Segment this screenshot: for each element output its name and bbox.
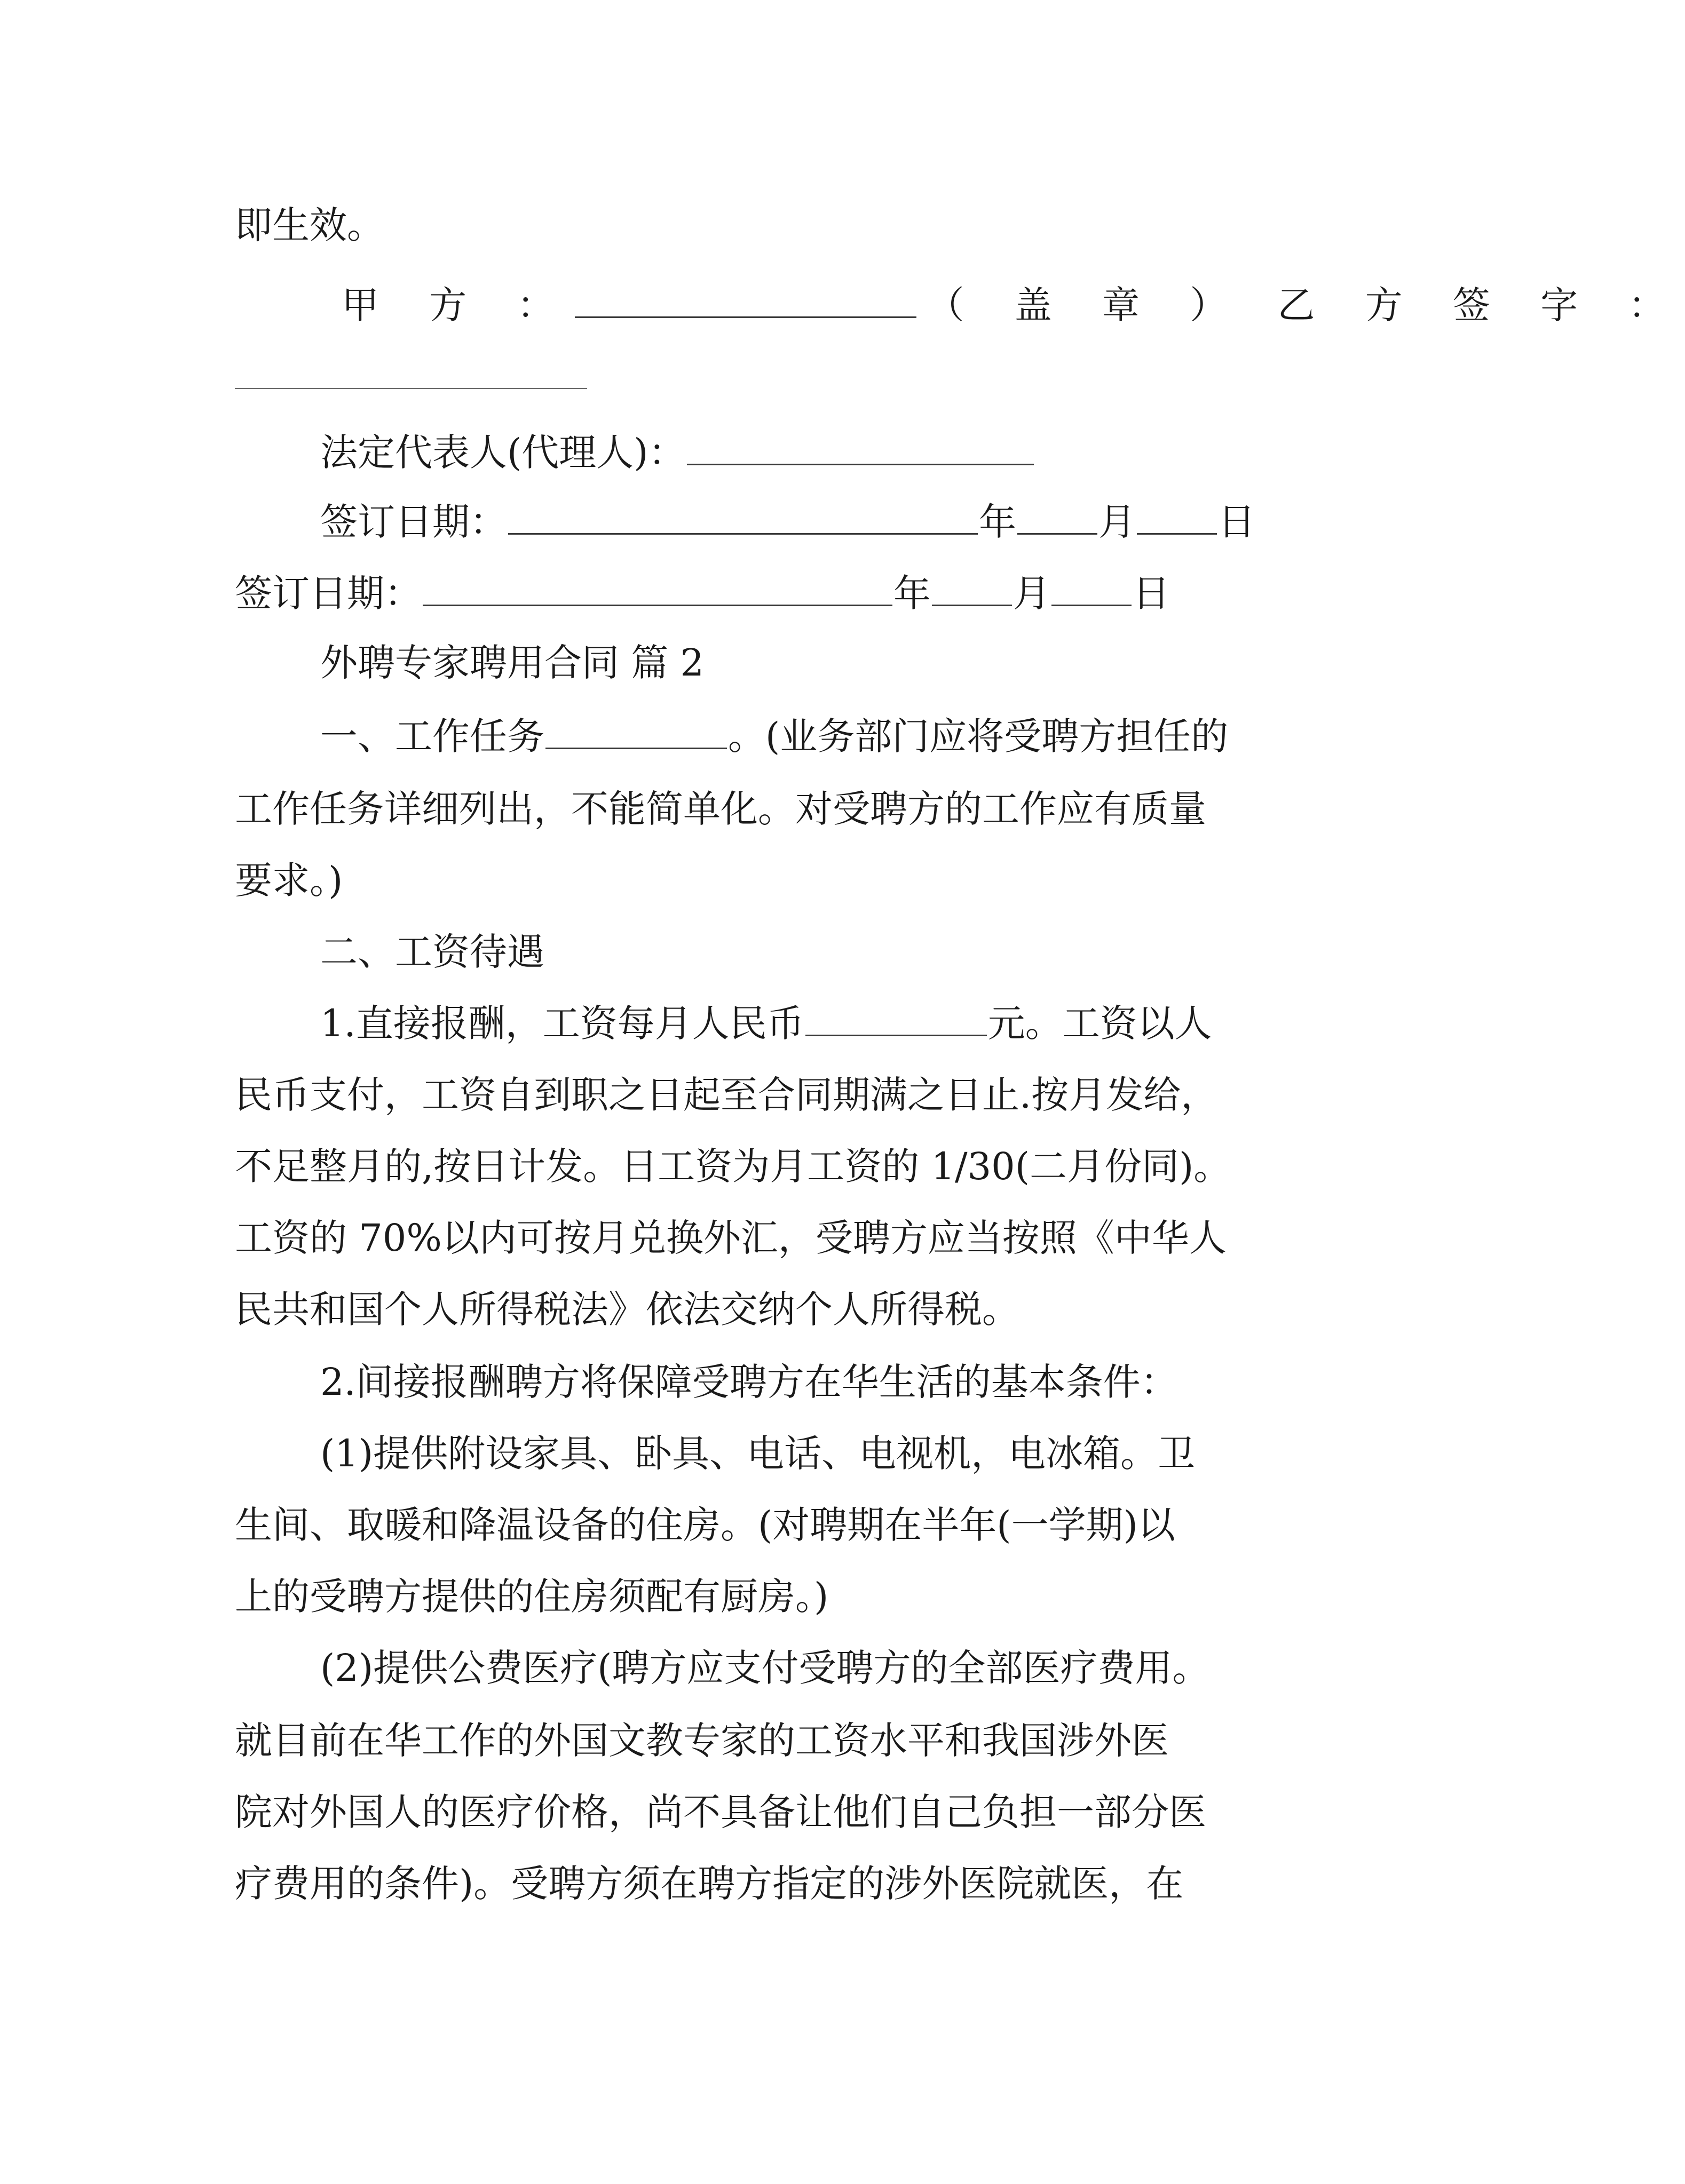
blank-work-task <box>545 714 727 749</box>
text-line-14 <box>235 1140 1231 1193</box>
text-line-22 <box>235 1714 1169 1767</box>
paragraph-text: 院对外国人的医疗价格，尚不具备让他们自己负担一部分医 <box>235 1790 1206 1834</box>
text-line-21 <box>320 1641 1209 1695</box>
blank-year-1 <box>508 500 978 535</box>
text-salary-unit: 元。工资以人 <box>987 1002 1212 1045</box>
blank-party-b-signature <box>235 388 587 389</box>
label-signing-date-1: 签订日期： <box>320 500 507 544</box>
blank-monthly-salary <box>805 1002 987 1036</box>
text-line-9 <box>235 782 1206 836</box>
paragraph-text: 工作任务详细列出，不能简单化。对受聘方的工作应有质量 <box>235 787 1206 831</box>
text-work-task-note: 。(业务部门应将受聘方担任的 <box>728 714 1229 758</box>
blank-party-a <box>575 283 916 318</box>
text-line-17 <box>320 1355 1178 1409</box>
label-month-1: 月 <box>1098 500 1136 544</box>
text-line-18 <box>320 1427 1195 1480</box>
text-line-15 <box>235 1211 1227 1265</box>
blank-year-2 <box>423 571 892 606</box>
label-month-2: 月 <box>1013 571 1050 615</box>
label-party-a: 甲 方 ： <box>342 283 574 327</box>
paragraph-text: (2)提供公费医疗(聘方应支付受聘方的全部医疗费用。 <box>320 1646 1210 1690</box>
paragraph-text: 民共和国个人所得税法》依法交纳个人所得税。 <box>235 1288 1019 1331</box>
paragraph-text: 就目前在华工作的外国文教专家的工资水平和我国涉外医 <box>235 1719 1169 1762</box>
signing-date-line-2 <box>235 567 1170 620</box>
text-line-13 <box>235 1068 1218 1122</box>
text-line-24 <box>235 1857 1183 1910</box>
text-line-16 <box>235 1283 1019 1336</box>
paragraph-text: 不足整月的,按日计发。日工资为月工资的 1/30(二月份同)。 <box>235 1145 1231 1188</box>
label-year-2: 年 <box>893 571 931 615</box>
blank-legal-rep <box>687 431 1034 465</box>
heading-salary: 二、工资待遇 <box>320 930 544 974</box>
document-heading: 外聘专家聘用合同 篇 2 <box>320 641 705 685</box>
paragraph-text: 上的受聘方提供的住房须配有厨房。) <box>235 1575 829 1618</box>
text-line-20 <box>235 1570 828 1623</box>
paragraph-text: 疗费用的条件)。受聘方须在聘方指定的涉外医院就医，在 <box>235 1862 1184 1905</box>
signing-date-line-1 <box>320 495 1255 549</box>
label-day-2: 日 <box>1133 571 1170 615</box>
text-line-direct-pay <box>320 997 1212 1050</box>
paragraph-text: 生间、取暖和降温设备的住房。(对聘期在半年(一学期)以 <box>235 1503 1175 1547</box>
label-work-task: 一、工作任务 <box>320 714 544 758</box>
paragraph-text: 民币支付，工资自到职之日起至合同期满之日止.按月发给， <box>235 1073 1219 1117</box>
text-line-23 <box>235 1785 1206 1839</box>
signature-line-party-a <box>342 279 1685 332</box>
text-line-work-task <box>320 710 1228 763</box>
text-line-19 <box>235 1498 1175 1552</box>
blank-month-2 <box>932 571 1012 606</box>
label-direct-pay: 1.直接报酬，工资每月人民币 <box>320 1002 804 1045</box>
text-line-10 <box>235 854 343 907</box>
blank-day-1 <box>1137 500 1217 535</box>
signature-line-legal-rep <box>320 426 1035 479</box>
label-year-1: 年 <box>979 500 1016 544</box>
text-effective: 即生效。 <box>235 203 384 247</box>
paragraph-text: (1)提供附设家具、卧具、电话、电视机，电冰箱。卫 <box>320 1432 1196 1475</box>
label-signing-date-2: 签订日期： <box>235 571 422 615</box>
blank-month-1 <box>1017 500 1097 535</box>
paragraph-text: 工资的 70%以内可按月兑换外汇，受聘方应当按照《中华人 <box>235 1216 1227 1260</box>
label-legal-rep: 法定代表人(代理人)： <box>320 431 686 474</box>
paragraph-text: 要求。) <box>235 859 343 902</box>
paragraph-text: 2.间接报酬聘方将保障受聘方在华生活的基本条件： <box>320 1360 1178 1404</box>
subheading-salary <box>320 925 544 979</box>
label-seal-party-b-sign: （ 盖 章 ） 乙 方 签 字 ： <box>927 283 1685 327</box>
blank-day-2 <box>1051 571 1132 606</box>
section-title <box>320 636 704 689</box>
label-day-1: 日 <box>1218 500 1255 544</box>
text-line-1 <box>235 198 384 252</box>
